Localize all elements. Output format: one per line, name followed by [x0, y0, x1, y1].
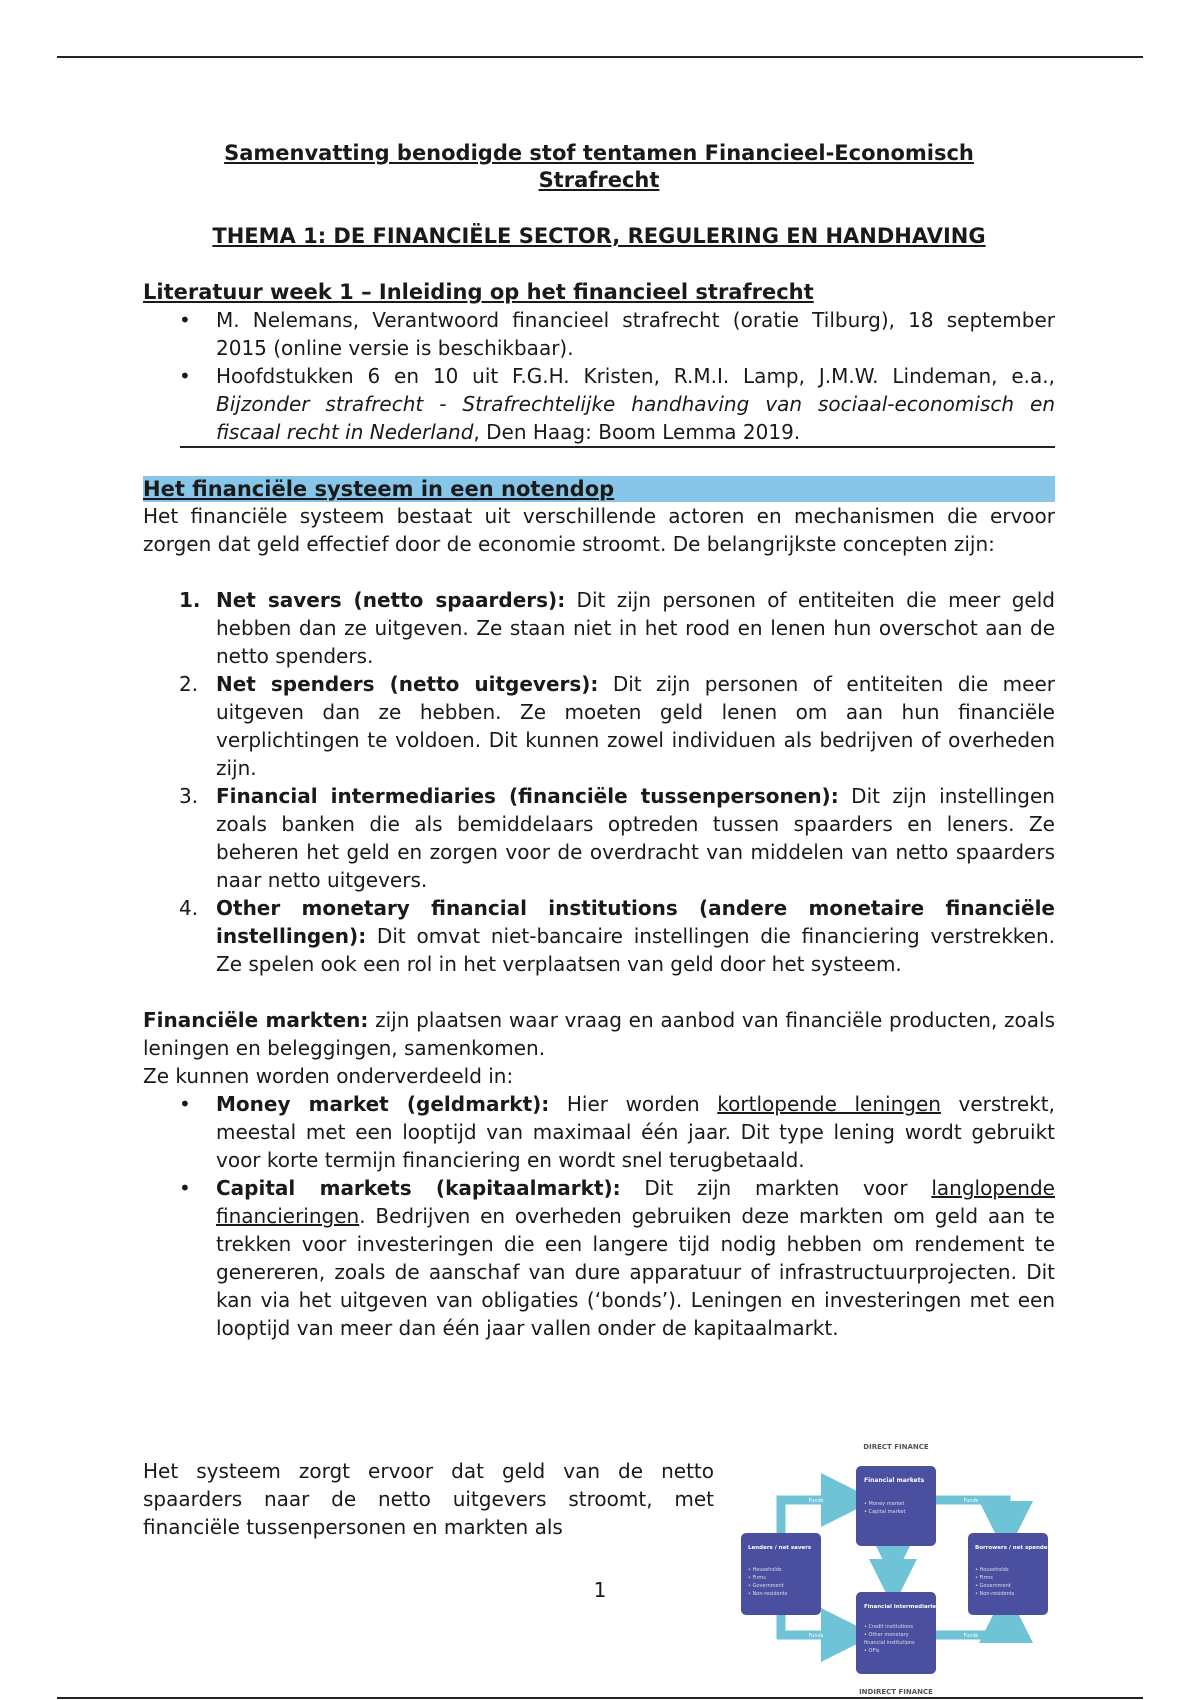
markets-term: Financiële markten: [143, 1008, 369, 1032]
literature-item [180, 362, 1055, 448]
box-item: financial institutions [864, 1640, 915, 1646]
title-line-2: Strafrecht [538, 168, 660, 192]
market-term: Capital markets (kapitaalmarkt): [216, 1176, 621, 1200]
funds-label: Funds [963, 1498, 979, 1504]
lenders-box [741, 1533, 821, 1615]
box-title: Lenders / net savers [748, 1545, 812, 1551]
box-item: • Non-residents [748, 1591, 788, 1597]
markets-list [143, 1090, 1055, 1342]
page-number: 1 [593, 1578, 607, 1602]
list-number: 3. [179, 784, 199, 808]
header-rule [57, 56, 1143, 58]
document-body [143, 140, 1055, 1342]
title-line-1: Samenvatting benodigde stof tentamen Financieel-Economisch [224, 141, 974, 165]
concept-term: Other monetary financial institutions (andere monetaire financiële instellingen): [216, 896, 1055, 948]
book-title: Bijzonder strafrecht - Strafrechtelijke handhaving van sociaal-economisch en fiscaal recht in Nederland [216, 392, 1055, 444]
theme-heading: THEMA 1: DE FINANCIËLE SECTOR, REGULERING EN HANDHAVING [212, 224, 986, 248]
list-item [143, 670, 1055, 782]
markets-text: zijn plaatsen waar vraag en aanbod van financiële producten, zoals leningen en beleggingen, samenkomen. [143, 1008, 1055, 1060]
box-item: • Capital market [864, 1509, 906, 1515]
list-item [143, 782, 1055, 894]
concept-term: Net savers (netto spaarders): [216, 588, 566, 612]
box-item: • Government [748, 1583, 784, 1589]
literature-item-text: , Den Haag: Boom Lemma 2019. [473, 420, 801, 444]
concepts-list [143, 586, 1055, 978]
list-item [143, 586, 1055, 670]
underlined-text: kortlopende leningen [717, 1092, 941, 1116]
box-item: • Non-residents [975, 1591, 1015, 1597]
concept-term: Net spenders (netto uitgevers): [216, 672, 599, 696]
concept-text: Dit omvat niet-bancaire instellingen die financiering verstrekken. Ze spelen ook een rol in het verplaatsen van geld door het systeem. [216, 924, 1055, 976]
indirect-finance-label: INDIRECT FINANCE [859, 1688, 933, 1696]
arrow-lenders-to-markets [781, 1500, 848, 1533]
market-text: Dit zijn markten voor [620, 1176, 932, 1200]
concept-text: Dit zijn personen of entiteiten die meer geld hebben dan ze uitgeven. Ze staan niet in het rood en lenen hun overschot aan de netto spenders. [216, 588, 1055, 668]
box-item: • Money market [864, 1501, 905, 1507]
financial-intermediaries-box [856, 1592, 940, 1674]
concept-text: Dit zijn personen of entiteiten die meer uitgeven dan ze hebben. Ze moeten geld lenen om aan hun financiële verplichtingen te voldoen. Dit kunnen zowel individuen als bedrijven of overheden zijn. [216, 672, 1055, 780]
finance-flow-diagram [736, 1438, 1066, 1698]
box-title: Borrowers / net spenders [975, 1545, 1054, 1551]
list-number: 1. [179, 588, 201, 612]
bullet-marker: • [179, 364, 191, 388]
box-item: • Firms [748, 1575, 766, 1581]
list-item [143, 894, 1055, 978]
underlined-text: langlopende financieringen [216, 1176, 1055, 1228]
literature-heading: Literatuur week 1 – Inleiding op het financieel strafrecht [143, 280, 814, 304]
arrow-lenders-to-intermediaries [781, 1613, 848, 1635]
box-item: • Other monetary [864, 1632, 909, 1638]
concept-term: Financial intermediaries (financiële tussenpersonen): [216, 784, 839, 808]
list-item [143, 1174, 1055, 1342]
box-item: • Households [748, 1567, 782, 1573]
list-number: 2. [179, 672, 199, 696]
box-item: • Households [975, 1567, 1009, 1573]
box-item: • OFIs [864, 1648, 880, 1654]
box-title: Financial intermediaries [864, 1604, 940, 1610]
market-text: Hier worden [549, 1092, 718, 1116]
document-title [143, 140, 1055, 194]
box-title: Financial markets [864, 1477, 925, 1484]
list-item [143, 1090, 1055, 1174]
market-term: Money market (geldmarkt): [216, 1092, 550, 1116]
markets-paragraph [143, 1006, 1055, 1062]
bullet-marker: • [179, 1176, 191, 1200]
literature-item-text: Hoofdstukken 6 en 10 uit F.G.H. Kristen, R.M.I. Lamp, J.M.W. Lindeman, e.a., [216, 364, 1055, 388]
direct-finance-label: DIRECT FINANCE [863, 1443, 929, 1451]
intro-paragraph: Het financiële systeem bestaat uit verschillende actoren en mechanismen die ervoor zorgen dat geld effectief door de economie stroomt. De belangrijkste concepten zijn: [143, 504, 1055, 556]
funds-label: Funds [808, 1498, 824, 1504]
box-item: • Government [975, 1583, 1011, 1589]
bullet-marker: • [179, 308, 191, 332]
borrowers-box [968, 1533, 1054, 1615]
bullet-marker: • [179, 1092, 191, 1116]
section-heading: Het financiële systeem in een notendop [143, 476, 1055, 502]
literature-list [143, 306, 1055, 448]
market-text: . Bedrijven en overheden gebruiken deze markten om geld aan te trekken voor investeringen die een langere tijd nodig hebben om rendement te genereren, zoals de aanschaf van dure apparatuur of infrastructuurprojecten. Dit kan via het uitgeven van obligaties (‘bonds’). Leningen en investeringen met een looptijd van meer dan één jaar vallen onder de kapitaalmarkt. [216, 1204, 1055, 1340]
market-text: verstrekt, meestal met een looptijd van maximaal één jaar. Dit type lening wordt gebruikt voor korte termijn financiering en wordt snel terugbetaald. [216, 1092, 1055, 1172]
arrow-markets-to-borrowers [936, 1500, 1006, 1528]
list-number: 4. [179, 896, 199, 920]
closing-paragraph: Het systeem zorgt ervoor dat geld van de netto spaarders naar de netto uitgevers stroomt, met financiële tussenpersonen en markten als [143, 1459, 714, 1539]
funds-label: Funds [963, 1633, 979, 1639]
funds-label: Funds [808, 1633, 824, 1639]
concept-text: Dit zijn instellingen zoals banken die als bemiddelaars optreden tussen spaarders en leners. Ze beheren het geld en zorgen voor de overdracht van middelen van netto spaarders naar netto uitgevers. [216, 784, 1055, 892]
footer-rule [57, 1697, 1143, 1699]
markets-subheading: Ze kunnen worden onderverdeeld in: [143, 1064, 514, 1088]
financial-markets-box [856, 1466, 936, 1546]
box-item: • Firms [975, 1575, 993, 1581]
literature-item [143, 306, 1055, 362]
box-item: • Credit institutions [864, 1624, 913, 1630]
literature-item-text: M. Nelemans, Verantwoord financieel strafrecht (oratie Tilburg), 18 september 2015 (online versie is beschikbaar). [216, 308, 1055, 360]
